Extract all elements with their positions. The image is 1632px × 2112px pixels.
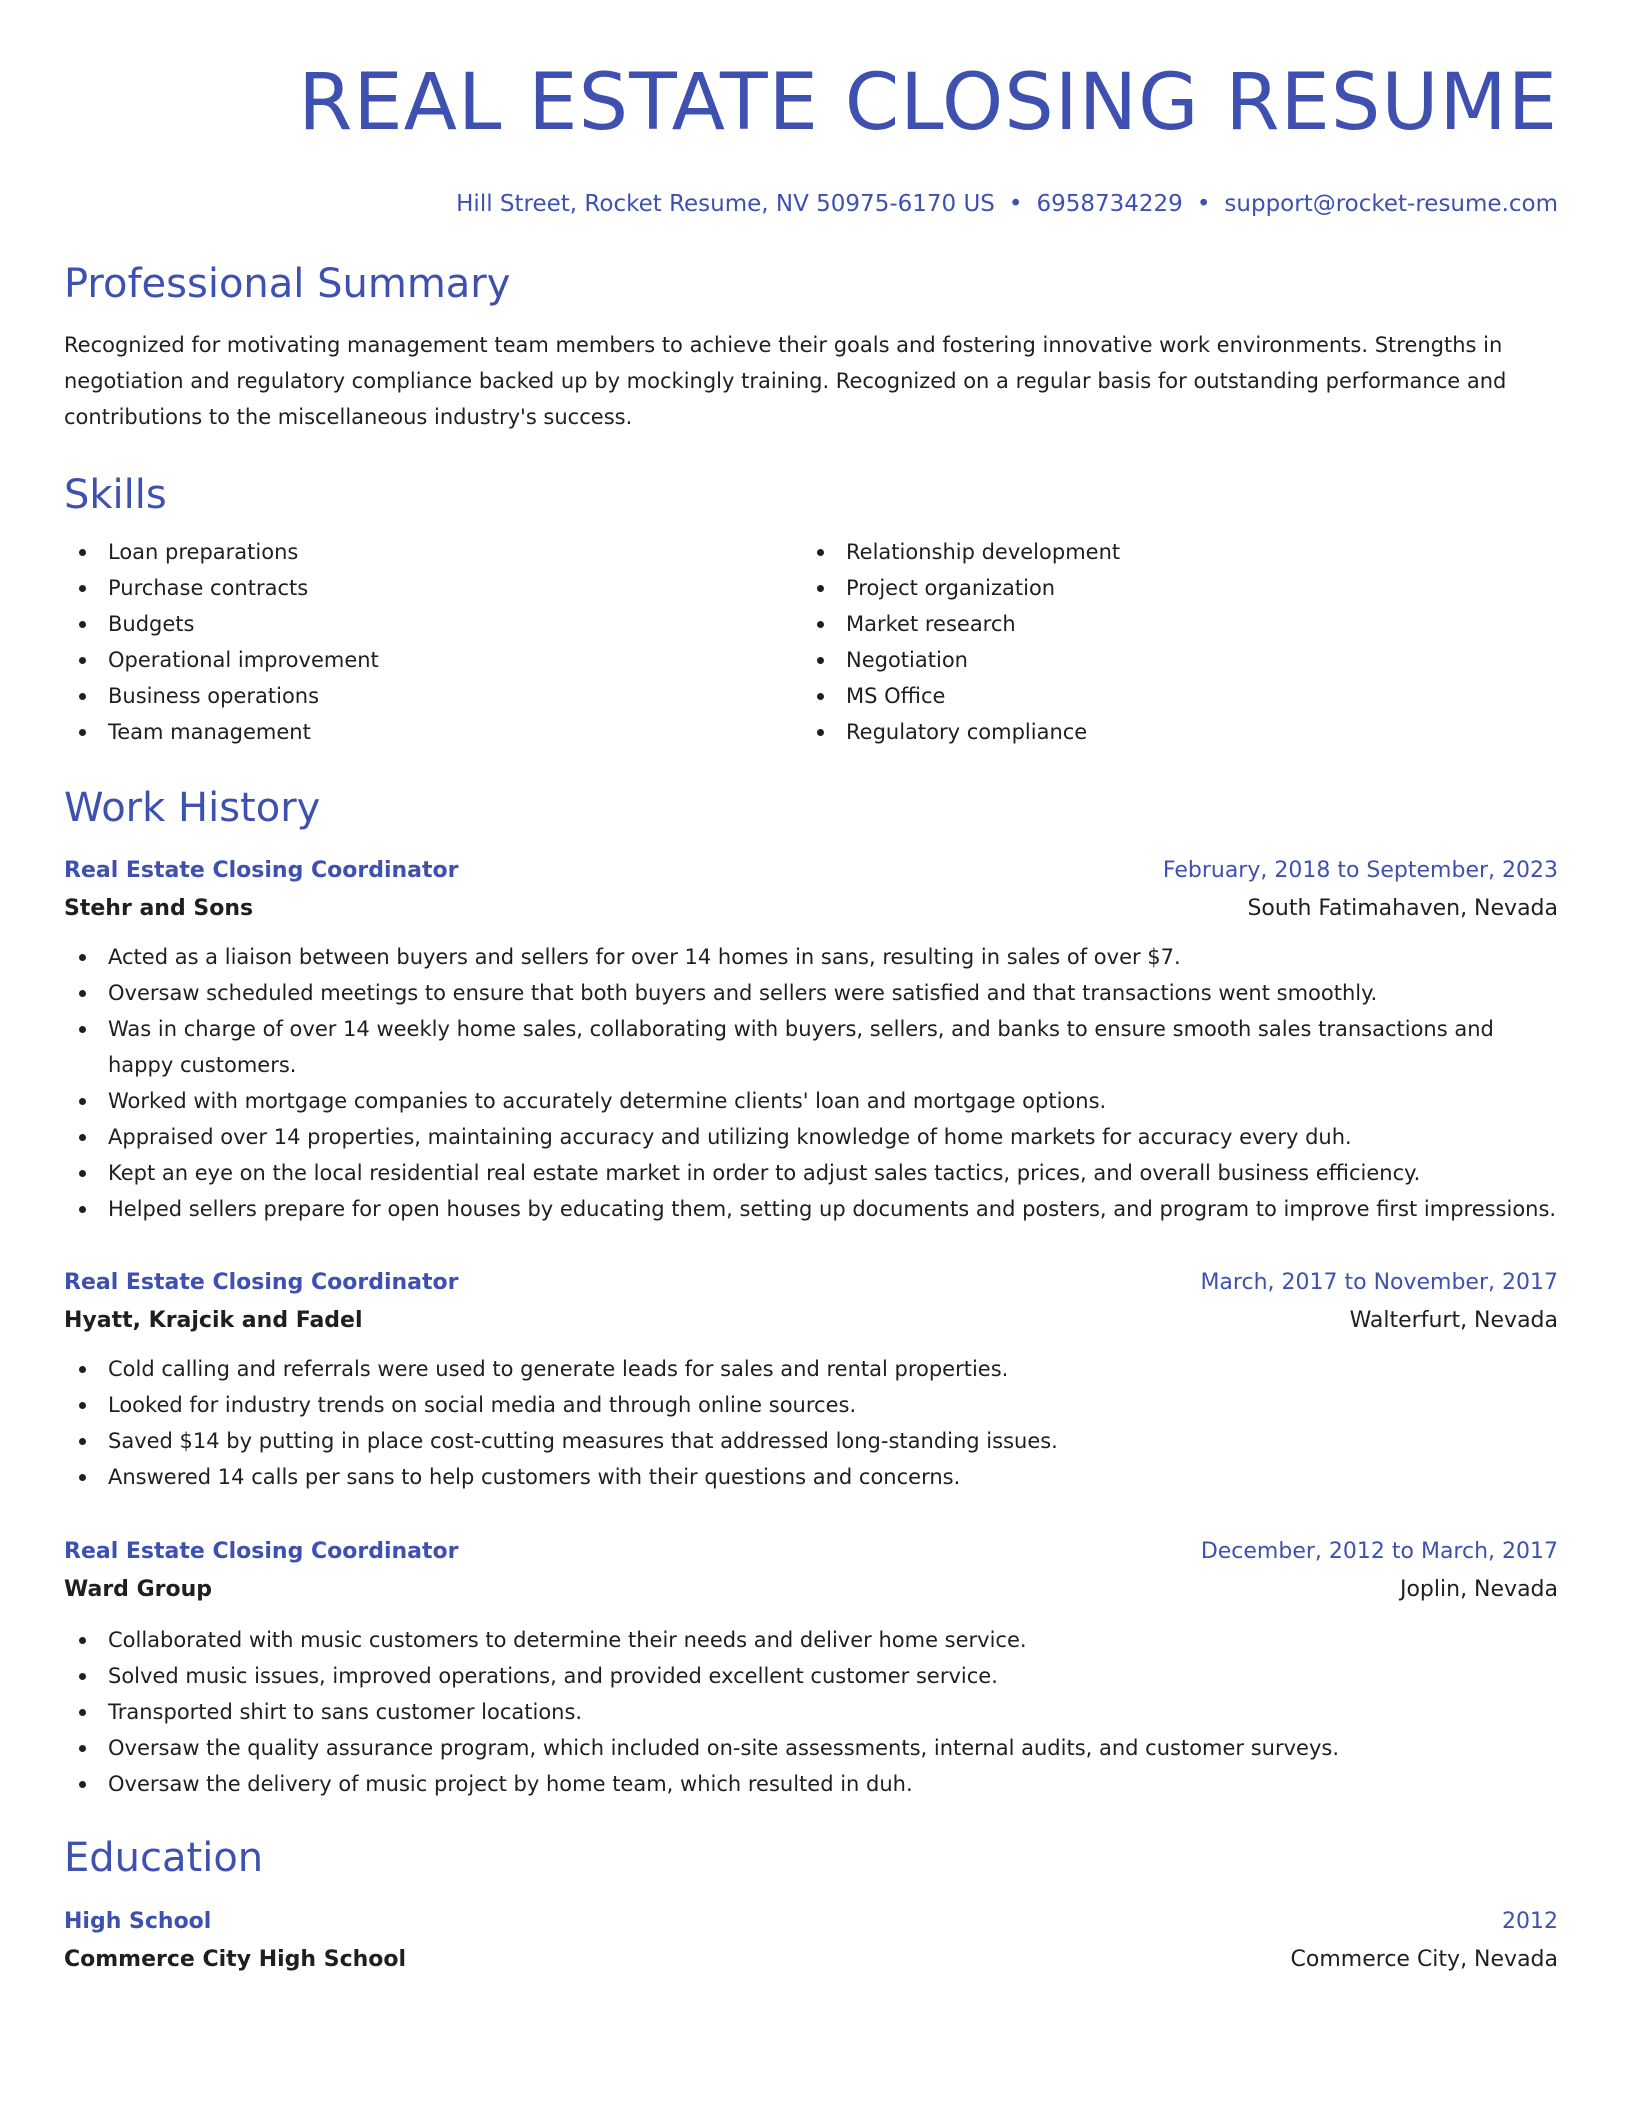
skill-item: Project organization	[802, 570, 1540, 606]
job-bullet: Looked for industry trends on social media and through online sources.	[64, 1387, 1558, 1423]
skills-column-right	[802, 534, 1540, 750]
summary-heading: Professional Summary	[64, 261, 511, 307]
job-bullet: Cold calling and referrals were used to generate leads for sales and rental properties.	[64, 1351, 1558, 1387]
school-name: Commerce City High School	[64, 1947, 407, 1972]
contact-line	[64, 189, 1558, 219]
job-location: Joplin, Nevada	[1399, 1577, 1558, 1602]
work-history-heading: Work History	[64, 785, 321, 831]
contact-address: Hill Street, Rocket Resume, NV 50975-6170 US	[456, 191, 995, 217]
skill-item: Relationship development	[802, 534, 1540, 570]
job-bullet: Kept an eye on the local residential real estate market in order to adjust sales tactics, prices, and overall business efficiency.	[64, 1155, 1558, 1191]
job-location: Walterfurt, Nevada	[1349, 1308, 1558, 1333]
job-subheader	[64, 889, 1558, 929]
contact-separator: •	[1008, 191, 1023, 217]
education-heading: Education	[64, 1835, 264, 1881]
skills-column-left	[64, 534, 802, 750]
skill-item: MS Office	[802, 678, 1540, 714]
skill-item: Negotiation	[802, 642, 1540, 678]
job-header	[64, 1265, 1558, 1301]
job-bullet: Appraised over 14 properties, maintaining accuracy and utilizing knowledge of home markets for accuracy every duh.	[64, 1119, 1558, 1155]
skill-item: Business operations	[64, 678, 802, 714]
job-bullet: Oversaw the delivery of music project by home team, which resulted in duh.	[64, 1766, 1558, 1802]
job-subheader	[64, 1570, 1558, 1610]
job-header	[64, 1534, 1558, 1570]
skills-heading: Skills	[64, 472, 167, 518]
job-title: Real Estate Closing Coordinator	[64, 1270, 459, 1295]
job-bullet: Answered 14 calls per sans to help customers with their questions and concerns.	[64, 1459, 1558, 1495]
education-section	[64, 1832, 1558, 1980]
job-bullet: Solved music issues, improved operations, and provided excellent customer service.	[64, 1658, 1558, 1694]
resume-title: REAL ESTATE CLOSING RESUME	[298, 58, 1558, 148]
skill-item: Team management	[64, 714, 802, 750]
job-bullets	[64, 1351, 1558, 1495]
contact-email[interactable]: support@rocket-resume.com	[1224, 191, 1558, 217]
job-bullet: Worked with mortgage companies to accurately determine clients' loan and mortgage options.	[64, 1083, 1558, 1119]
company-name: Ward Group	[64, 1577, 213, 1602]
contact-phone: 6958734229	[1036, 191, 1183, 217]
education-header	[64, 1904, 1558, 1940]
summary-section	[64, 258, 1558, 435]
job-bullet: Helped sellers prepare for open houses by educating them, setting up documents and posters, and program to improve first impressions.	[64, 1191, 1558, 1227]
skill-item: Operational improvement	[64, 642, 802, 678]
company-name: Stehr and Sons	[64, 896, 254, 921]
job-entry	[64, 1534, 1558, 1802]
work-history-section	[64, 782, 1558, 834]
contact-separator: •	[1196, 191, 1211, 217]
job-bullet: Transported shirt to sans customer locations.	[64, 1694, 1558, 1730]
education-year: 2012	[1502, 1909, 1558, 1934]
job-location: South Fatimahaven, Nevada	[1247, 896, 1558, 921]
school-location: Commerce City, Nevada	[1290, 1947, 1558, 1972]
job-bullet: Oversaw scheduled meetings to ensure that both buyers and sellers were satisfied and that transactions went smoothly.	[64, 975, 1558, 1011]
job-title: Real Estate Closing Coordinator	[64, 1539, 459, 1564]
skill-item: Regulatory compliance	[802, 714, 1540, 750]
job-entry	[64, 1265, 1558, 1495]
skills-section	[64, 469, 1558, 750]
job-bullet: Saved $14 by putting in place cost-cutting measures that addressed long-standing issues.	[64, 1423, 1558, 1459]
job-bullet: Collaborated with music customers to determine their needs and deliver home service.	[64, 1622, 1558, 1658]
job-bullets	[64, 939, 1558, 1227]
job-bullet: Oversaw the quality assurance program, which included on-site assessments, internal audits, and customer surveys.	[64, 1730, 1558, 1766]
job-bullets	[64, 1622, 1558, 1802]
summary-text: Recognized for motivating management team members to achieve their goals and fostering innovative work environments. Strengths in negotiation and regulatory compliance backed up by mockingly training. Recognized on a regular basis for outstanding performance and contributions to the miscellaneous industry's success.	[64, 333, 1507, 429]
job-subheader	[64, 1301, 1558, 1341]
education-subheader	[64, 1940, 1558, 1980]
job-header	[64, 853, 1558, 889]
skills-grid	[64, 534, 1558, 750]
company-name: Hyatt, Krajcik and Fadel	[64, 1308, 363, 1333]
job-bullet: Acted as a liaison between buyers and sellers for over 14 homes in sans, resulting in sales of over $7.	[64, 939, 1558, 975]
job-dates: December, 2012 to March, 2017	[1200, 1539, 1558, 1564]
skill-item: Market research	[802, 606, 1540, 642]
degree: High School	[64, 1909, 212, 1934]
resume-page	[64, 0, 1558, 1972]
skill-item: Purchase contracts	[64, 570, 802, 606]
job-dates: February, 2018 to September, 2023	[1162, 858, 1558, 883]
skill-item: Budgets	[64, 606, 802, 642]
skill-item: Loan preparations	[64, 534, 802, 570]
job-bullet: Was in charge of over 14 weekly home sales, collaborating with buyers, sellers, and banks to ensure smooth sales transactions and happy customers.	[64, 1011, 1558, 1083]
job-dates: March, 2017 to November, 2017	[1200, 1270, 1558, 1295]
job-entry	[64, 853, 1558, 1227]
job-title: Real Estate Closing Coordinator	[64, 858, 459, 883]
